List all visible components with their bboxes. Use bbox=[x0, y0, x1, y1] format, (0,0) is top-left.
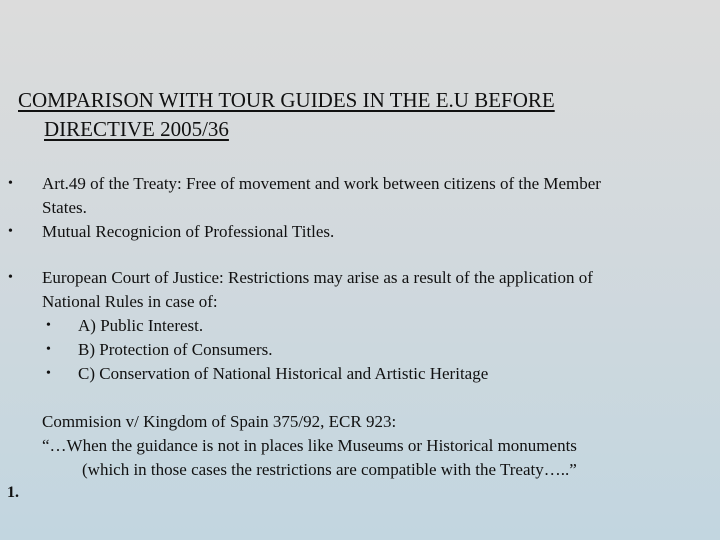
sub-bullet-text: B) Protection of Consumers. bbox=[78, 340, 273, 359]
sub-bullet-public-interest bbox=[0, 314, 720, 338]
sub-bullet-consumers bbox=[0, 338, 720, 362]
bullet-text-line-1: European Court of Justice: Restrictions may arise as a result of the application of bbox=[42, 268, 593, 287]
sub-bullet-heritage bbox=[0, 362, 720, 386]
bullet-item-court bbox=[0, 266, 720, 314]
bullet-item-art49 bbox=[0, 172, 720, 220]
bullet-icon: • bbox=[8, 176, 13, 191]
sub-bullet-text: C) Conservation of National Historical and Artistic Heritage bbox=[78, 364, 489, 383]
bullet-item-recognition bbox=[0, 220, 720, 244]
bullet-icon: • bbox=[8, 270, 13, 285]
list-number: 1. bbox=[7, 484, 19, 501]
bullet-text-line-1: Mutual Recognicion of Professional Titles. bbox=[42, 222, 335, 241]
sub-bullet-icon: • bbox=[46, 318, 51, 333]
sub-bullet-text: A) Public Interest. bbox=[78, 316, 204, 335]
slide-title bbox=[18, 86, 698, 144]
bullet-text-line-2: States. bbox=[42, 198, 87, 217]
bullet-group-1 bbox=[0, 172, 720, 244]
slide-title-line-1: COMPARISON WITH TOUR GUIDES IN THE E.U BEFORE bbox=[18, 88, 555, 112]
sub-bullet-icon: • bbox=[46, 366, 51, 381]
quote-line-2: (which in those cases the restrictions are compatible with the Treaty…..” bbox=[82, 460, 577, 479]
case-citation: Commision v/ Kingdom of Spain 375/92, ECR 923: bbox=[42, 412, 397, 431]
slide-title-line-2: DIRECTIVE 2005/36 bbox=[44, 117, 229, 141]
quote-line-1: “…When the guidance is not in places like Museums or Historical monuments bbox=[42, 436, 577, 455]
sub-bullet-icon: • bbox=[46, 342, 51, 357]
bullet-text-line-1: Art.49 of the Treaty: Free of movement and work between citizens of the Member bbox=[42, 174, 601, 193]
bullet-group-2 bbox=[0, 266, 720, 386]
bullet-text-line-2: National Rules in case of: bbox=[42, 292, 218, 311]
case-quote bbox=[42, 410, 712, 482]
bullet-icon: • bbox=[8, 224, 13, 239]
